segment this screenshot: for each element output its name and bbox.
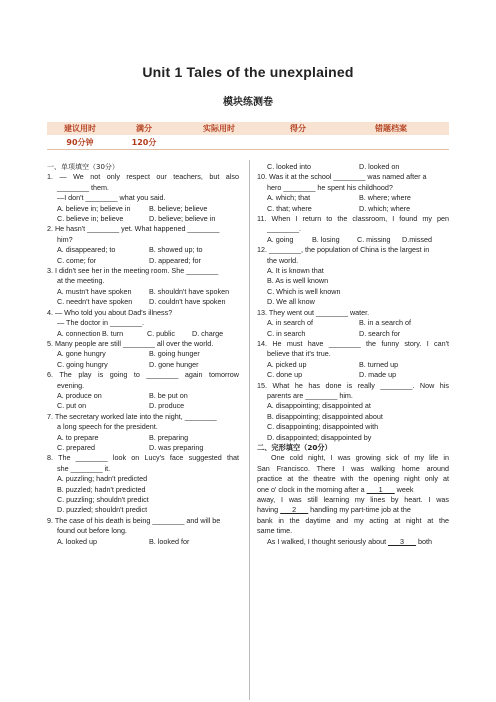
question-text: a long speech for the president. bbox=[57, 422, 158, 432]
passage-text: As I walked, I thought seriously about bbox=[267, 536, 387, 546]
option-row bbox=[47, 537, 239, 547]
option-row bbox=[47, 391, 239, 401]
question-text: believe that it's true. bbox=[267, 349, 331, 359]
question-text: 13. They went out ________ water. bbox=[257, 307, 370, 317]
blank-1: ___1___ bbox=[366, 484, 395, 494]
question-text: parents are ________ him. bbox=[267, 390, 353, 400]
question-text: ________ them. bbox=[57, 182, 109, 192]
passage-line: One cold night, I was growing sick of my life in bbox=[271, 453, 449, 463]
left-column bbox=[47, 162, 239, 547]
option-row bbox=[47, 297, 239, 307]
option: B. where; where bbox=[359, 193, 411, 203]
option: B. turned up bbox=[359, 359, 399, 369]
option: D. produce bbox=[149, 401, 185, 411]
question-text: 4. — Who told you about Dad's illness? bbox=[47, 307, 173, 317]
info-value-row bbox=[47, 135, 449, 150]
passage-text: having bbox=[257, 505, 279, 515]
section-heading: 一、单项填空（30分） bbox=[47, 163, 119, 171]
question-text: 11. When I return to the classroom, I found my pen bbox=[257, 214, 449, 224]
option-row bbox=[257, 204, 449, 214]
option: B. in a search of bbox=[359, 318, 411, 328]
option: C. that; where bbox=[267, 203, 312, 213]
question-text: she ________ it. bbox=[57, 463, 111, 473]
info-header: 满分 bbox=[136, 124, 152, 133]
option: B. losing bbox=[312, 234, 340, 244]
option: A. believe in; believe in bbox=[57, 203, 131, 213]
option: D. We all know bbox=[267, 297, 315, 307]
option-row bbox=[257, 360, 449, 370]
option: D. charge bbox=[192, 328, 224, 338]
option: C. believe in; believe bbox=[57, 214, 124, 224]
option-row bbox=[257, 370, 449, 380]
info-header: 实际用时 bbox=[203, 124, 235, 133]
option: B. puzzled; hadn't predicted bbox=[57, 484, 146, 494]
option: C. looked into bbox=[267, 162, 311, 171]
passage-text: handling my part-time job at the bbox=[310, 505, 411, 515]
option-row bbox=[47, 329, 239, 339]
section-heading: 二、完形填空（20分） bbox=[257, 442, 332, 452]
option: C. public bbox=[147, 328, 175, 338]
page-title: Unit 1 Tales of the unexplained bbox=[142, 64, 354, 80]
option-row bbox=[47, 245, 239, 255]
option: B. shouldn't have spoken bbox=[149, 286, 230, 296]
option-row bbox=[47, 287, 239, 297]
option: D.missed bbox=[402, 234, 432, 244]
question-text: 3. I didn't see her in the meeting room. She ________ bbox=[47, 266, 219, 276]
page-subtitle: 模块练测卷 bbox=[223, 97, 273, 108]
option: D. was preparing bbox=[149, 442, 204, 452]
option: D. puzzled; shouldn't predict bbox=[57, 505, 148, 515]
right-column bbox=[257, 162, 449, 547]
question-text: 7. The secretary worked late into the night, ________ bbox=[47, 411, 217, 421]
info-header-row bbox=[47, 122, 449, 135]
question-text: the world. bbox=[267, 255, 299, 265]
question-text: 2. He hasn't ________ yet. What happened ________ bbox=[47, 224, 220, 234]
option-row bbox=[257, 235, 449, 245]
option-row bbox=[47, 349, 239, 359]
option: A. looked up bbox=[57, 536, 97, 546]
question-text: him? bbox=[57, 234, 73, 244]
option: D. appeared; for bbox=[149, 255, 201, 265]
question-text: at the meeting. bbox=[57, 276, 105, 286]
option: A. picked up bbox=[267, 359, 307, 369]
question-text: 8. The ________ look on Lucy's face suggested that bbox=[47, 453, 239, 463]
option: A. produce on bbox=[57, 390, 102, 400]
info-value: 120分 bbox=[131, 137, 157, 147]
option: B. looked for bbox=[149, 536, 190, 546]
passage-text: one o' clock in the morning after a bbox=[257, 484, 365, 494]
passage-text: week bbox=[396, 484, 414, 494]
option: B. believe; believe bbox=[149, 203, 208, 213]
question-text: 12. ________, the population of China is the largest in bbox=[257, 245, 430, 255]
option: D. search for bbox=[359, 328, 401, 338]
option: B. be put on bbox=[149, 390, 188, 400]
option: A. puzzling; hadn't predicted bbox=[57, 474, 148, 484]
option: A. gone hungry bbox=[57, 349, 106, 359]
option-row bbox=[47, 214, 239, 224]
option: B. preparing bbox=[149, 432, 189, 442]
question-text: hero ________ he spent his childhood? bbox=[267, 182, 393, 192]
question-text: — The doctor in ________. bbox=[57, 318, 144, 328]
option: A. connection bbox=[57, 328, 101, 338]
option: C. Which is well known bbox=[267, 286, 341, 296]
option: A. to prepare bbox=[57, 432, 99, 442]
question-text: 1. — We not only respect our teachers, but also bbox=[47, 172, 239, 182]
option: D. couldn't have spoken bbox=[149, 297, 226, 307]
option: A. which; that bbox=[267, 193, 311, 203]
option-row bbox=[257, 318, 449, 328]
passage-line: San Francisco. There I was walking home around bbox=[257, 463, 449, 473]
question-text: 10. Was it at the school ________ was named after a bbox=[257, 172, 427, 182]
option-row bbox=[47, 360, 239, 370]
option: B. turn bbox=[102, 328, 124, 338]
info-header: 错题档案 bbox=[375, 124, 407, 133]
option: D. looked on bbox=[359, 162, 400, 171]
option-row bbox=[47, 204, 239, 214]
option-row bbox=[257, 162, 449, 172]
blank-2: ___2___ bbox=[280, 505, 309, 515]
option: B. disappointing; disappointed about bbox=[267, 411, 383, 421]
column-divider bbox=[249, 160, 250, 700]
option: A. mustn't have spoken bbox=[57, 286, 132, 296]
option: C. going hungry bbox=[57, 359, 108, 369]
option: D. believe; believe in bbox=[149, 214, 216, 224]
info-table bbox=[47, 122, 449, 150]
option: A. It is known that bbox=[267, 266, 324, 276]
question-text: 5. Many people are still ________ all over the world. bbox=[47, 338, 214, 348]
info-header: 得分 bbox=[290, 124, 306, 133]
option: C. prepared bbox=[57, 442, 95, 452]
option-row bbox=[47, 443, 239, 453]
blank-3: ___3___ bbox=[388, 536, 417, 546]
question-text: found out before long. bbox=[57, 526, 127, 536]
question-text: 14. He must have ________ the funny story. I can't bbox=[257, 338, 449, 348]
question-text: —I don't ________ what you said. bbox=[57, 193, 166, 203]
option: B. As is well known bbox=[267, 276, 329, 286]
option: A. disappointing; disappointed at bbox=[267, 401, 371, 411]
info-value: 90分钟 bbox=[66, 137, 94, 147]
option-row bbox=[47, 433, 239, 443]
passage-line bbox=[257, 537, 449, 547]
option-row bbox=[257, 193, 449, 203]
option: B. showed up; to bbox=[149, 245, 203, 255]
option: C. come; for bbox=[57, 255, 97, 265]
question-text: ________. bbox=[267, 224, 301, 234]
option: C. done up bbox=[267, 370, 303, 380]
option: A. going bbox=[267, 234, 294, 244]
option-row bbox=[47, 256, 239, 266]
option: D. made up bbox=[359, 370, 397, 380]
info-header: 建议用时 bbox=[64, 124, 96, 133]
option-row bbox=[47, 401, 239, 411]
option: A. in search of bbox=[267, 318, 313, 328]
option: D. gone hunger bbox=[149, 359, 199, 369]
option: A. disappeared; to bbox=[57, 245, 116, 255]
question-text: 9. The case of his death is being ________ and will be bbox=[47, 515, 221, 525]
option: C. missing bbox=[357, 234, 391, 244]
option: D. disappointed; disappointed by bbox=[267, 432, 372, 442]
option: C. needn't have spoken bbox=[57, 297, 133, 307]
passage-line: practice at the theatre with the opening night only at bbox=[257, 474, 449, 484]
option: C. put on bbox=[57, 401, 87, 411]
option: C. disappointing; disappointed with bbox=[267, 422, 379, 432]
passage-line bbox=[257, 505, 449, 515]
option: C. puzzling; shouldn't predict bbox=[57, 495, 149, 504]
option-row bbox=[257, 329, 449, 339]
option: B. going hunger bbox=[149, 349, 200, 359]
question-text: 15. What he has done is really ________. Now his bbox=[257, 380, 449, 390]
passage-line: away, I was still learning my lines by heart. I was bbox=[257, 495, 449, 504]
passage-line: same time. bbox=[257, 526, 293, 536]
question-text: evening. bbox=[57, 380, 85, 390]
question-text: 6. The play is going to ________ again tomorrow bbox=[47, 370, 239, 380]
option: C. in search bbox=[267, 328, 306, 338]
passage-text: both bbox=[418, 536, 433, 546]
option: D. which; where bbox=[359, 203, 411, 213]
passage-line bbox=[257, 485, 449, 495]
passage-line: bank in the daytime and my acting at night at the bbox=[257, 515, 449, 525]
